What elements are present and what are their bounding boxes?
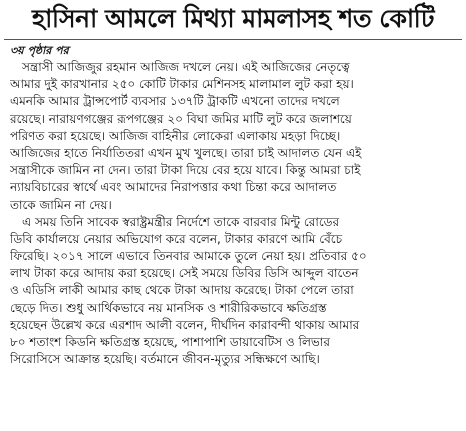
body-line: এমনকি আমার ট্রান্সপোর্ট ব্যবসার ১৩৭টি ট্রাকটি এখনো তাদের দখলে — [10, 94, 340, 109]
body-line: সন্ত্রাসী আজিজুর রহমান আজিজ দখলে নেয়। এই আজিজের নেতৃত্বে — [22, 60, 350, 74]
body-line: রয়েছে। নারায়ণগঞ্জের রূপগঞ্জের ২০ বিঘা জমির মাটি লুট করে জলাশয়ে — [10, 111, 352, 126]
article-body — [10, 59, 458, 368]
body-line: ন্যায়বিচারের স্বার্থে এবং আমাদের নিরাপত্তার কথা চিন্তা করে আদালত — [10, 180, 337, 195]
body-line: ও এডিসি লাকী আমার কাছ থেকে টাকা আদায় করেছে। টাকা পেলে তারা — [10, 283, 354, 298]
body-line: ফিরেছি। ২০১৭ সালে এভাবে তিনবার আমাকে তুলে নেয়া হয়। প্রতিবার ৫০ — [10, 249, 367, 264]
body-line: আজিজের হাতে নির্যাতিতরা এখন মুখ খুলছে। তারা চাই আদালত যেন এই — [10, 145, 362, 160]
body-line: হয়েছেন উল্লেখ করে এরশাদ আলী বলেন, দীর্ঘদিন কারাবন্দী থাকায় আমার — [10, 317, 360, 332]
body-line: তাকে জামিন না দেয়। — [10, 197, 112, 212]
body-line: সন্ত্রাসীকে জামিন না দেন। তারা টাকা দিয়ে বের হয়ে যাবে। কিন্তু আমরা চাই — [10, 163, 361, 178]
headline-divider — [4, 39, 462, 40]
continued-from-label: ৩য় পৃষ্ঠার পর — [10, 44, 69, 57]
body-line: আমার দুই কারখানার ২৫০ কোটি টাকার মেশিনসহ মালামাল লুট করা হয়। — [10, 77, 354, 92]
body-line: ডিবি কার্যালয়ে নেয়ার অভিযোগ করে বলেন, টাকার কারণে আমি বেঁচে — [10, 231, 343, 246]
body-line: লাখ টাকা করে আদায় করা হয়েছে। সেই সময়ে ডিবির ডিসি আব্দুল বাতেন — [10, 266, 359, 281]
body-line: এ সময় তিনি সাবেক স্বরাষ্ট্রমন্ত্রীর নির্দেশে তাকে বারবার মিন্টু রোডের — [22, 214, 340, 229]
body-line: সিরোসিসে আক্রান্ত হয়েছি। বর্তমানে জীবন-মৃত্যুর সন্ধিক্ষণে আছি। — [10, 352, 320, 367]
body-line: ছেড়ে দিত। শুধু আর্থিকভাবে নয় মানসিক ও শারীরিকভাবে ক্ষতিগ্রস্ত — [10, 300, 327, 315]
body-line: পরিণত করা হয়েছে। আজিজ বাহিনীর লোকেরা এলাকায় মহড়া দিচ্ছে। — [10, 128, 341, 143]
headline: হাসিনা আমলে মিথ্যা মামলাসহ শত কোটি — [32, 4, 434, 33]
body-line: ৮০ শতাংশ কিডনি ক্ষতিগ্রস্ত হয়েছে, পাশাপাশি ডায়াবেটিস ও লিভার — [10, 335, 330, 349]
